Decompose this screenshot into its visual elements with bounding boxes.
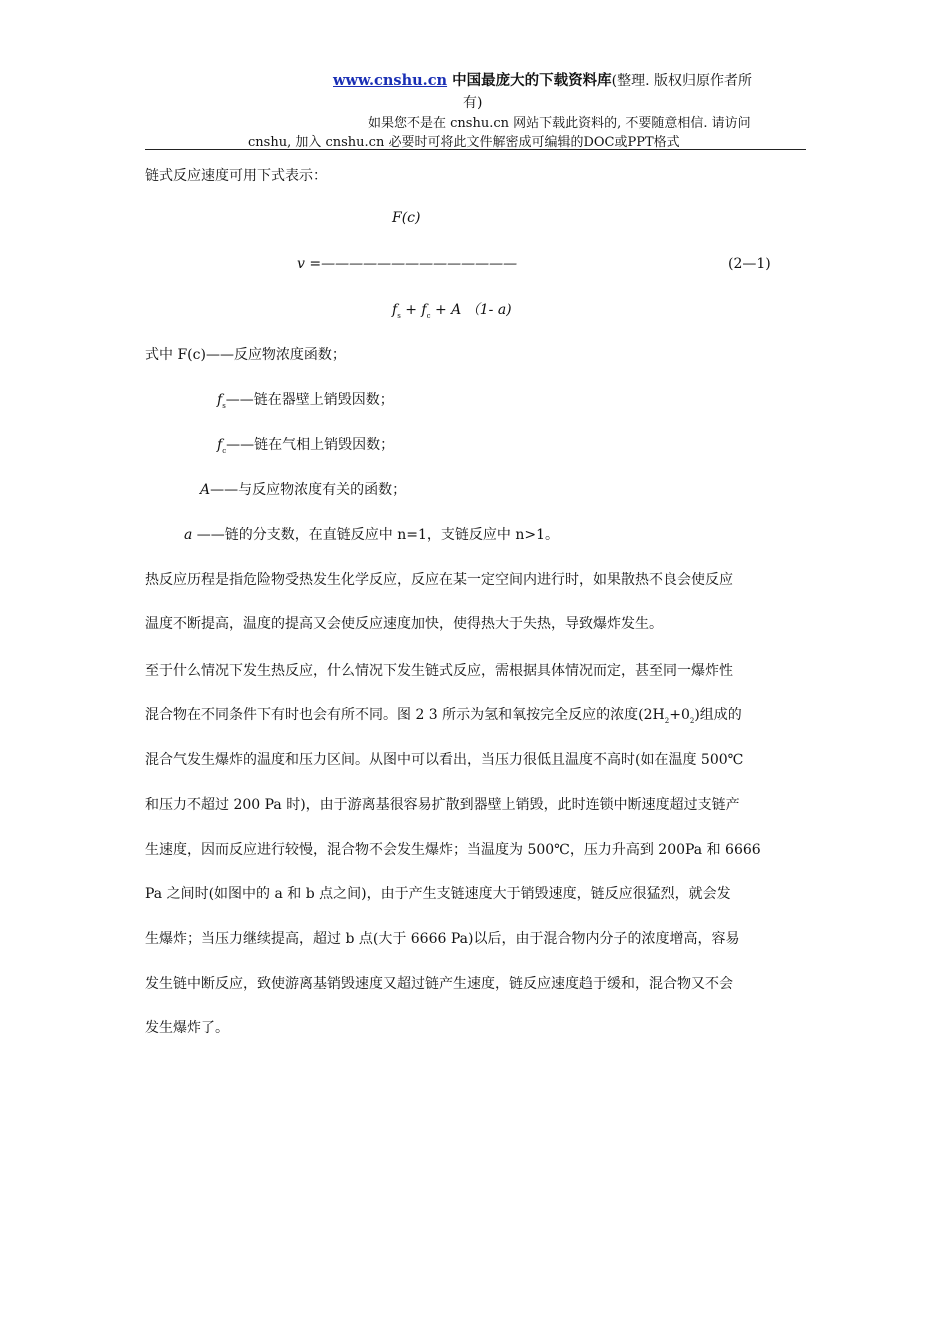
formula-o: +0 bbox=[669, 707, 690, 723]
denominator-sub-c: c bbox=[426, 311, 431, 320]
denominator-sub-s: s bbox=[397, 311, 401, 320]
intro-text: 链式反应速度可用下式表示： bbox=[145, 168, 327, 184]
paragraph-2-line: 和压力不超过 200 Pa 时)，由于游离基很容易扩散到器壁上销毁，此时连锁中断速度超过支链产 bbox=[145, 797, 740, 813]
formula-lhs bbox=[297, 256, 517, 272]
def-text: ——与反应物浓度有关的函数； bbox=[210, 482, 407, 498]
paragraph-2-line: 发生链中断反应，致使游离基销毁速度又超过链产生速度，链反应速度趋于缓和，混合物又不会 bbox=[145, 976, 733, 992]
header-divider bbox=[145, 149, 806, 150]
def-fc bbox=[145, 344, 346, 364]
def-symbol: 式中 F(c) bbox=[145, 347, 206, 363]
formula-sub: 2 bbox=[689, 716, 695, 725]
site-title: 中国最庞大的下载资料库 bbox=[447, 73, 612, 89]
def-text: ——链的分支数，在直链反应中 n=1，支链反应中 n>1。 bbox=[192, 527, 560, 543]
formula-denominator bbox=[392, 299, 512, 320]
denominator-plus: + bbox=[405, 302, 417, 318]
def-symbol: f bbox=[217, 392, 223, 408]
denominator-a: a) bbox=[497, 302, 512, 318]
def-subscript: s bbox=[222, 401, 226, 410]
def-symbol: a bbox=[184, 527, 193, 543]
def-symbol: f bbox=[217, 437, 223, 453]
paragraph-1-line: 温度不断提高，温度的提高又会使反应速度加快，使得热大于失热，导致爆炸发生。 bbox=[145, 616, 663, 632]
formula-number: (2—1) bbox=[728, 256, 771, 272]
formula-tail: )组成的 bbox=[694, 707, 742, 723]
formula-numerator: F(c) bbox=[392, 210, 421, 226]
def-a bbox=[200, 479, 406, 499]
formula-sub: 2 bbox=[664, 716, 670, 725]
paragraph-2-line: 至于什么情况下发生热反应，什么情况下发生链式反应，需根据具体情况而定，甚至同一爆炸性 bbox=[145, 663, 733, 679]
header-notice-line2: cnshu, 加入 cnshu.cn 必要时可将此文件解密成可编辑的DOC或PPT格式 bbox=[248, 135, 680, 150]
paragraph-2-text: 混合物在不同条件下有时也会有所不同。图 2 3 所示为氢和氧按完全反应的浓度(2H bbox=[145, 707, 665, 723]
denominator-f-c: f bbox=[421, 302, 427, 318]
def-subscript: c bbox=[222, 446, 227, 455]
denominator-rest: + A （1- bbox=[434, 302, 494, 318]
paragraph-2-line bbox=[145, 704, 742, 725]
paragraph-2-line: Pa 之间时(如图中的 a 和 b 点之间)，由于产生支链速度大于销毁速度，链反应很猛烈，就会发 bbox=[145, 886, 731, 902]
paragraph-2-line: 生速度，因而反应进行较慢，混合物不会发生爆炸；当温度为 500℃，压力升高到 200Pa 和 6666 bbox=[145, 842, 761, 858]
header-notice-line1: 如果您不是在 cnshu.cn 网站下载此资料的, 不要随意相信. 请访问 bbox=[368, 116, 751, 131]
def-fc2 bbox=[217, 434, 394, 455]
site-title-tail: (整理. 版权归原作者所 bbox=[611, 73, 753, 89]
def-alpha bbox=[184, 524, 559, 544]
paragraph-2-line: 生爆炸；当压力继续提高，超过 b 点(大于 6666 Pa)以后，由于混合物内分子的浓度增高，容易 bbox=[145, 931, 740, 947]
site-link[interactable]: www.cnshu.cn bbox=[333, 72, 448, 89]
paragraph-2-line: 发生爆炸了。 bbox=[145, 1020, 229, 1036]
def-symbol: A bbox=[200, 482, 211, 498]
def-text: ——链在气相上销毁因数； bbox=[226, 437, 395, 453]
def-text: ——链在器壁上销毁因数； bbox=[225, 392, 394, 408]
def-fs bbox=[217, 389, 394, 410]
site-title-tail-wrap: 有) bbox=[463, 95, 483, 111]
denominator-f-s: f bbox=[392, 302, 398, 318]
paragraph-2-line: 混合气发生爆炸的温度和压力区间。从图中可以看出，当压力很低且温度不高时(如在温度 500℃ bbox=[145, 752, 744, 768]
header-title-line bbox=[333, 69, 752, 90]
paragraph-1-line: 热反应历程是指危险物受热发生化学反应，反应在某一定空间内进行时，如果散热不良会使反应 bbox=[145, 572, 733, 588]
def-text: ——反应物浓度函数； bbox=[205, 347, 346, 363]
formula-fraction-line: v =—————————————— bbox=[297, 256, 518, 272]
